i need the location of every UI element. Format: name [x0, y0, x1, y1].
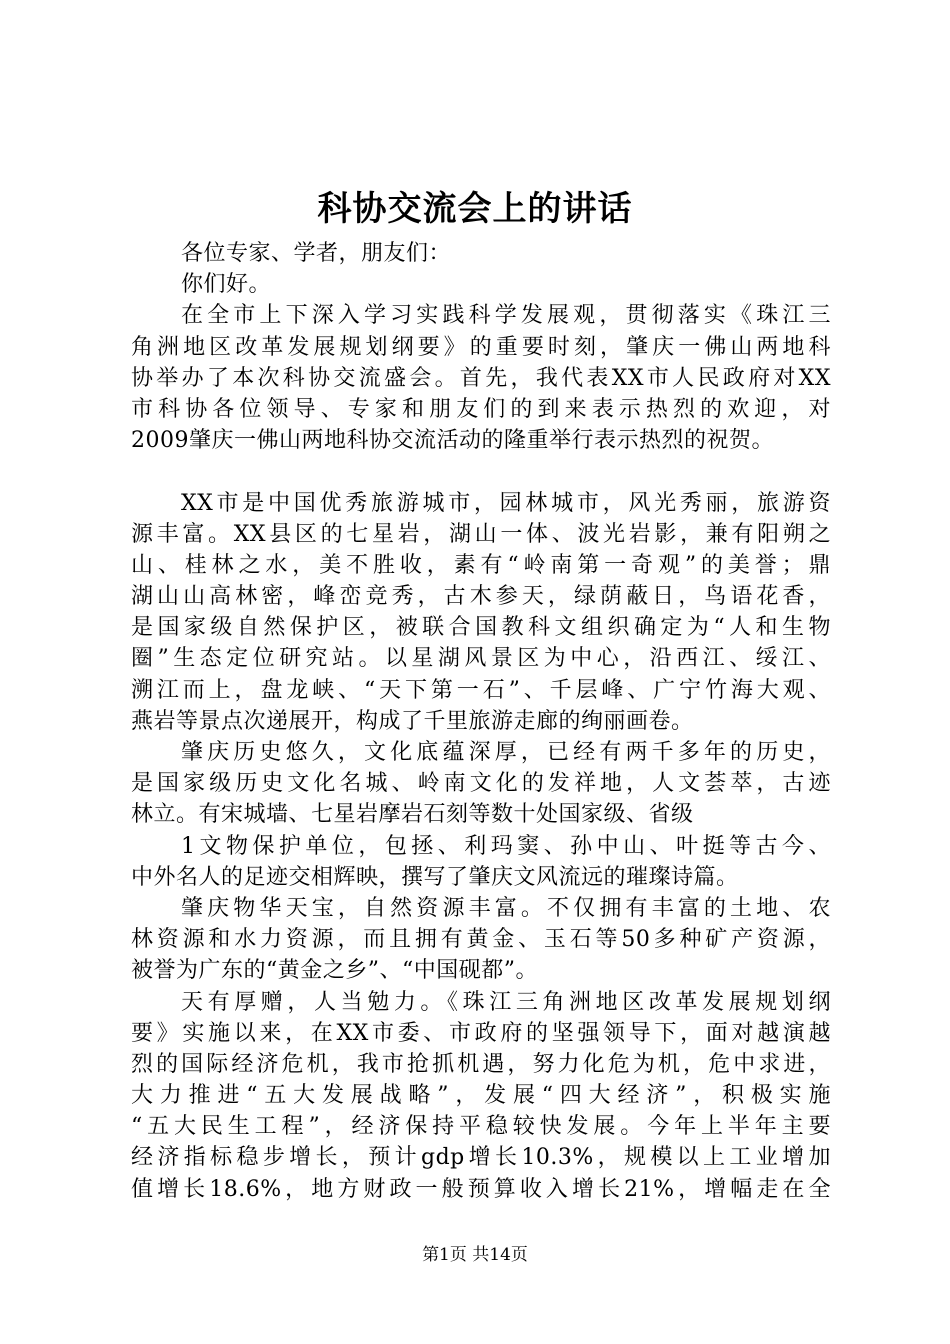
- text-line: 天有厚赠，人当勉力。《珠江三角洲地区改革发展规划纲: [181, 989, 831, 1015]
- text-line: 协举办了本次科协交流盛会。首先，我代表XX市人民政府对XX: [131, 365, 831, 391]
- document-body: [131, 238, 831, 1205]
- text-line: 值增长18.6%，地方财政一般预算收入增长21%，增幅走在全: [131, 1176, 831, 1202]
- text-line: 经济指标稳步增长，预计gdp增长10.3%，规模以上工业增加: [131, 1145, 831, 1171]
- text-line: 湖山山高林密，峰峦竞秀，古木参天，绿荫蔽日，鸟语花香，: [131, 584, 831, 610]
- text-line: 山、桂林之水，美不胜收，素有“岭南第一奇观”的美誉；鼎: [131, 552, 831, 578]
- text-line: 肇庆历史悠久，文化底蕴深厚，已经有两千多年的历史，: [181, 740, 831, 765]
- text-line: 1文物保护单位，包拯、利玛窦、孙中山、叶挺等古今、: [181, 833, 831, 859]
- text-line: 是国家级历史文化名城、岭南文化的发祥地，人文荟萃，古迹: [131, 771, 831, 797]
- text-line: 中外名人的足迹交相辉映，撰写了肇庆文风流远的璀璨诗篇。: [131, 864, 739, 890]
- text-line: 角洲地区改革发展规划纲要》的重要时刻，肇庆一佛山两地科: [131, 334, 831, 360]
- text-line: 在全市上下深入学习实践科学发展观，贯彻落实《珠江三: [181, 303, 831, 329]
- paragraph-gap: [131, 456, 831, 487]
- text-line: 源丰富。XX县区的七星岩，湖山一体、波光岩影，兼有阳朔之: [131, 521, 831, 547]
- text-line: 燕岩等景点次递展开，构成了千里旅游走廊的绚丽画卷。: [131, 708, 694, 734]
- text-line: 肇庆物华天宝，自然资源丰富。不仅拥有丰富的土地、农: [181, 895, 831, 921]
- text-line: 是国家级自然保护区，被联合国教科文组织确定为“人和生物: [131, 615, 831, 641]
- text-line: 圈”生态定位研究站。以星湖风景区为中心，沿西江、绥江、: [131, 646, 831, 672]
- text-line: 溯江而上，盘龙峡、“天下第一石”、千层峰、广宁竹海大观、: [131, 677, 831, 703]
- text-line: 2009肇庆一佛山两地科协交流活动的隆重举行表示热烈的祝贺。: [131, 428, 774, 454]
- text-line: 要》实施以来，在XX市委、市政府的坚强领导下，面对越演越: [131, 1020, 831, 1046]
- text-line: 被誉为广东的“黄金之乡”、“中国砚都”。: [131, 958, 538, 984]
- text-line: 林立。有宋城墙、七星岩摩岩石刻等数十处国家级、省级: [131, 802, 694, 828]
- text-line: 市科协各位领导、专家和朋友们的到来表示热烈的欢迎，对: [131, 396, 831, 422]
- document-title: 科协交流会上的讲话: [317, 189, 633, 229]
- text-line: XX市是中国优秀旅游城市，园林城市，风光秀丽，旅游资: [181, 490, 831, 516]
- text-line: 林资源和水力资源，而且拥有黄金、玉石等50多种矿产资源，: [131, 927, 831, 953]
- text-line: 烈的国际经济危机，我市抢抓机遇，努力化危为机，危中求进，: [131, 1051, 831, 1077]
- page-footer: 第1页 共14页: [422, 1245, 528, 1265]
- text-line: 你们好。: [181, 272, 272, 298]
- text-line: “五大民生工程”，经济保持平稳较快发展。今年上半年主要: [131, 1114, 831, 1140]
- text-line: 大力推进“五大发展战略”，发展“四大经济”，积极实施: [131, 1083, 831, 1109]
- text-line: 各位专家、学者，朋友们：: [181, 241, 452, 266]
